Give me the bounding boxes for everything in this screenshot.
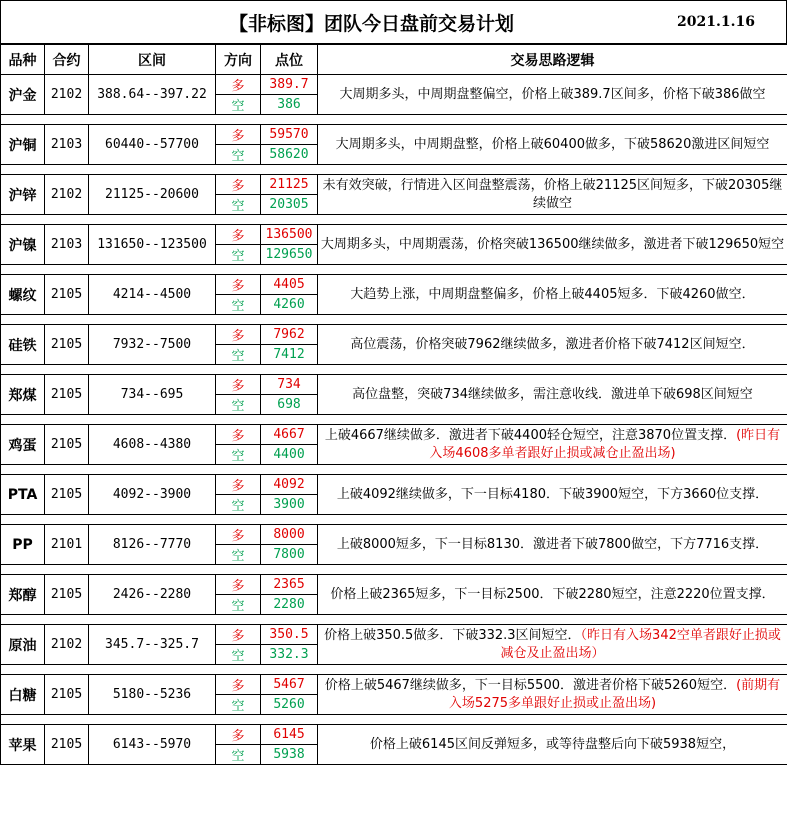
row-spacer	[1, 315, 787, 325]
contract-code: 2102	[45, 625, 89, 665]
short-direction: 空	[216, 245, 261, 265]
long-price: 6145	[261, 725, 318, 745]
short-price: 4260	[261, 295, 318, 315]
short-price: 58620	[261, 145, 318, 165]
logic-text: 上破4092继续做多，下一目标4180．下破3900短空，下方3660位支撑．	[336, 486, 769, 502]
table-row	[1, 375, 787, 395]
short-direction: 空	[216, 445, 261, 465]
logic-text: 大周期多头，中周期盘整，价格上破60400做多，下破58620激进区间短空	[335, 136, 770, 152]
price-range: 4608--4380	[89, 425, 216, 465]
long-direction: 多	[216, 375, 261, 395]
header-logic: 交易思路逻辑	[318, 45, 787, 75]
short-direction: 空	[216, 495, 261, 515]
logic-cell	[318, 375, 787, 415]
row-spacer	[1, 565, 787, 575]
spacer-cell	[1, 715, 787, 725]
price-range: 8126--7770	[89, 525, 216, 565]
price-range: 4092--3900	[89, 475, 216, 515]
table-row	[1, 275, 787, 295]
logic-text: 未有效突破，行情进入区间盘整震荡，价格上破21125区间短多，下破20305继续做空	[322, 177, 783, 211]
logic-cell	[318, 625, 787, 665]
table-row	[1, 675, 787, 695]
long-price: 136500	[261, 225, 318, 245]
logic-text: 价格上破6145区间反弹短多，或等待盘整后向下破5938短空，	[369, 736, 736, 752]
contract-code: 2102	[45, 75, 89, 115]
short-direction: 空	[216, 345, 261, 365]
contract-code: 2103	[45, 125, 89, 165]
sheet-date: 2021.1.16	[677, 14, 755, 30]
row-spacer	[1, 365, 787, 375]
contract-code: 2105	[45, 725, 89, 765]
long-price: 4092	[261, 475, 318, 495]
table-row	[1, 325, 787, 345]
logic-cell	[318, 475, 787, 515]
variety-name: 沪铜	[1, 125, 45, 165]
variety-name: 沪锌	[1, 175, 45, 215]
header-price: 点位	[261, 45, 318, 75]
logic-note: (前期有入场5275多单跟好止损或止盈出场)	[448, 677, 781, 711]
long-price: 5467	[261, 675, 318, 695]
short-direction: 空	[216, 195, 261, 215]
spacer-cell	[1, 465, 787, 475]
header-range: 区间	[89, 45, 216, 75]
trade-plan-table	[0, 44, 787, 765]
table-row	[1, 75, 787, 95]
spacer-cell	[1, 515, 787, 525]
spacer-cell	[1, 565, 787, 575]
spacer-cell	[1, 265, 787, 275]
row-spacer	[1, 115, 787, 125]
price-range: 21125--20600	[89, 175, 216, 215]
logic-text: 大周期多头，中周期震荡，价格突破136500继续做多，激进者下破129650短空	[320, 236, 785, 252]
table-row	[1, 575, 787, 595]
table-row	[1, 525, 787, 545]
row-spacer	[1, 515, 787, 525]
short-direction: 空	[216, 645, 261, 665]
contract-code: 2105	[45, 275, 89, 315]
long-price: 2365	[261, 575, 318, 595]
short-price: 7412	[261, 345, 318, 365]
long-price: 4405	[261, 275, 318, 295]
variety-name: 硅铁	[1, 325, 45, 365]
long-price: 21125	[261, 175, 318, 195]
logic-text: 高位震荡，价格突破7962继续做多，激进者价格下破7412区间短空．	[350, 336, 755, 352]
price-range: 7932--7500	[89, 325, 216, 365]
short-direction: 空	[216, 145, 261, 165]
long-price: 7962	[261, 325, 318, 345]
price-range: 2426--2280	[89, 575, 216, 615]
row-spacer	[1, 615, 787, 625]
variety-name: 郑煤	[1, 375, 45, 415]
short-price: 5260	[261, 695, 318, 715]
long-direction: 多	[216, 425, 261, 445]
variety-name: 白糖	[1, 675, 45, 715]
spacer-cell	[1, 115, 787, 125]
contract-code: 2105	[45, 425, 89, 465]
title-bar	[0, 0, 787, 44]
spacer-cell	[1, 215, 787, 225]
short-price: 20305	[261, 195, 318, 215]
long-direction: 多	[216, 675, 261, 695]
short-direction: 空	[216, 395, 261, 415]
logic-cell	[318, 225, 787, 265]
variety-name: 苹果	[1, 725, 45, 765]
short-price: 386	[261, 95, 318, 115]
long-price: 8000	[261, 525, 318, 545]
table-row	[1, 175, 787, 195]
row-spacer	[1, 465, 787, 475]
short-direction: 空	[216, 95, 261, 115]
long-direction: 多	[216, 225, 261, 245]
short-price: 3900	[261, 495, 318, 515]
spacer-cell	[1, 615, 787, 625]
row-spacer	[1, 415, 787, 425]
price-range: 131650--123500	[89, 225, 216, 265]
long-direction: 多	[216, 625, 261, 645]
long-direction: 多	[216, 125, 261, 145]
short-direction: 空	[216, 745, 261, 765]
short-direction: 空	[216, 595, 261, 615]
long-direction: 多	[216, 475, 261, 495]
long-direction: 多	[216, 575, 261, 595]
price-range: 5180--5236	[89, 675, 216, 715]
price-range: 345.7--325.7	[89, 625, 216, 665]
logic-cell	[318, 175, 787, 215]
logic-text: 大趋势上涨，中周期盘整偏多，价格上破4405短多．下破4260做空．	[350, 286, 755, 302]
short-direction: 空	[216, 545, 261, 565]
logic-cell	[318, 525, 787, 565]
variety-name: PTA	[1, 475, 45, 515]
short-price: 129650	[261, 245, 318, 265]
contract-code: 2105	[45, 675, 89, 715]
contract-code: 2105	[45, 325, 89, 365]
table-row	[1, 625, 787, 645]
logic-text: 价格上破2365短多，下一目标2500．下破2280短空，注意2220位置支撑．	[330, 586, 775, 602]
variety-name: PP	[1, 525, 45, 565]
spacer-cell	[1, 315, 787, 325]
variety-name: 原油	[1, 625, 45, 665]
spacer-cell	[1, 665, 787, 675]
logic-cell	[318, 575, 787, 615]
logic-text: 上破4667继续做多．激进者下破4400轻仓短空，注意3870位置支撑．	[324, 427, 737, 443]
long-direction: 多	[216, 175, 261, 195]
logic-cell	[318, 275, 787, 315]
row-spacer	[1, 265, 787, 275]
long-direction: 多	[216, 275, 261, 295]
spacer-cell	[1, 415, 787, 425]
header-row	[1, 45, 787, 75]
variety-name: 螺纹	[1, 275, 45, 315]
spacer-cell	[1, 365, 787, 375]
logic-text: 价格上破5467继续做多，下一目标5500．激进者价格下破5260短空．	[324, 677, 737, 693]
short-price: 2280	[261, 595, 318, 615]
table-row	[1, 725, 787, 745]
table-row	[1, 475, 787, 495]
long-price: 389.7	[261, 75, 318, 95]
long-direction: 多	[216, 75, 261, 95]
row-spacer	[1, 715, 787, 725]
long-price: 350.5	[261, 625, 318, 645]
contract-code: 2102	[45, 175, 89, 215]
table-row	[1, 425, 787, 445]
logic-note: （昨日有入场342空单者跟好止损或减仓及止盈出场）	[500, 627, 781, 661]
logic-cell	[318, 125, 787, 165]
logic-text: 上破8000短多，下一目标8130．激进者下破7800做空，下方7716支撑．	[336, 536, 769, 552]
sheet-title: 【非标图】团队今日盘前交易计划	[229, 13, 515, 35]
short-price: 332.3	[261, 645, 318, 665]
logic-cell	[318, 725, 787, 765]
long-price: 734	[261, 375, 318, 395]
short-price: 7800	[261, 545, 318, 565]
header-contract: 合约	[45, 45, 89, 75]
header-direction: 方向	[216, 45, 261, 75]
short-direction: 空	[216, 695, 261, 715]
header-variety: 品种	[1, 45, 45, 75]
short-price: 698	[261, 395, 318, 415]
logic-cell	[318, 325, 787, 365]
short-price: 4400	[261, 445, 318, 465]
price-range: 4214--4500	[89, 275, 216, 315]
short-price: 5938	[261, 745, 318, 765]
logic-note: (昨日有入场4608多单者跟好止损或减仓止盈出场)	[429, 427, 781, 461]
long-direction: 多	[216, 725, 261, 745]
long-direction: 多	[216, 525, 261, 545]
logic-text: 高位盘整，突破734继续做多，需注意收线．激进单下破698区间短空	[352, 386, 753, 402]
contract-code: 2105	[45, 475, 89, 515]
price-range: 60440--57700	[89, 125, 216, 165]
variety-name: 沪镍	[1, 225, 45, 265]
long-direction: 多	[216, 325, 261, 345]
row-spacer	[1, 165, 787, 175]
logic-cell	[318, 675, 787, 715]
price-range: 388.64--397.22	[89, 75, 216, 115]
logic-cell	[318, 75, 787, 115]
logic-text: 大周期多头，中周期盘整偏空，价格上破389.7区间多，价格下破386做空	[339, 86, 766, 102]
row-spacer	[1, 665, 787, 675]
variety-name: 沪金	[1, 75, 45, 115]
short-direction: 空	[216, 295, 261, 315]
row-spacer	[1, 215, 787, 225]
contract-code: 2105	[45, 575, 89, 615]
contract-code: 2101	[45, 525, 89, 565]
logic-cell	[318, 425, 787, 465]
spacer-cell	[1, 165, 787, 175]
price-range: 734--695	[89, 375, 216, 415]
table-row	[1, 125, 787, 145]
long-price: 59570	[261, 125, 318, 145]
variety-name: 鸡蛋	[1, 425, 45, 465]
long-price: 4667	[261, 425, 318, 445]
contract-code: 2103	[45, 225, 89, 265]
table-row	[1, 225, 787, 245]
price-range: 6143--5970	[89, 725, 216, 765]
contract-code: 2105	[45, 375, 89, 415]
logic-text: 价格上破350.5做多．下破332.3区间短空．	[324, 627, 581, 643]
variety-name: 郑醇	[1, 575, 45, 615]
